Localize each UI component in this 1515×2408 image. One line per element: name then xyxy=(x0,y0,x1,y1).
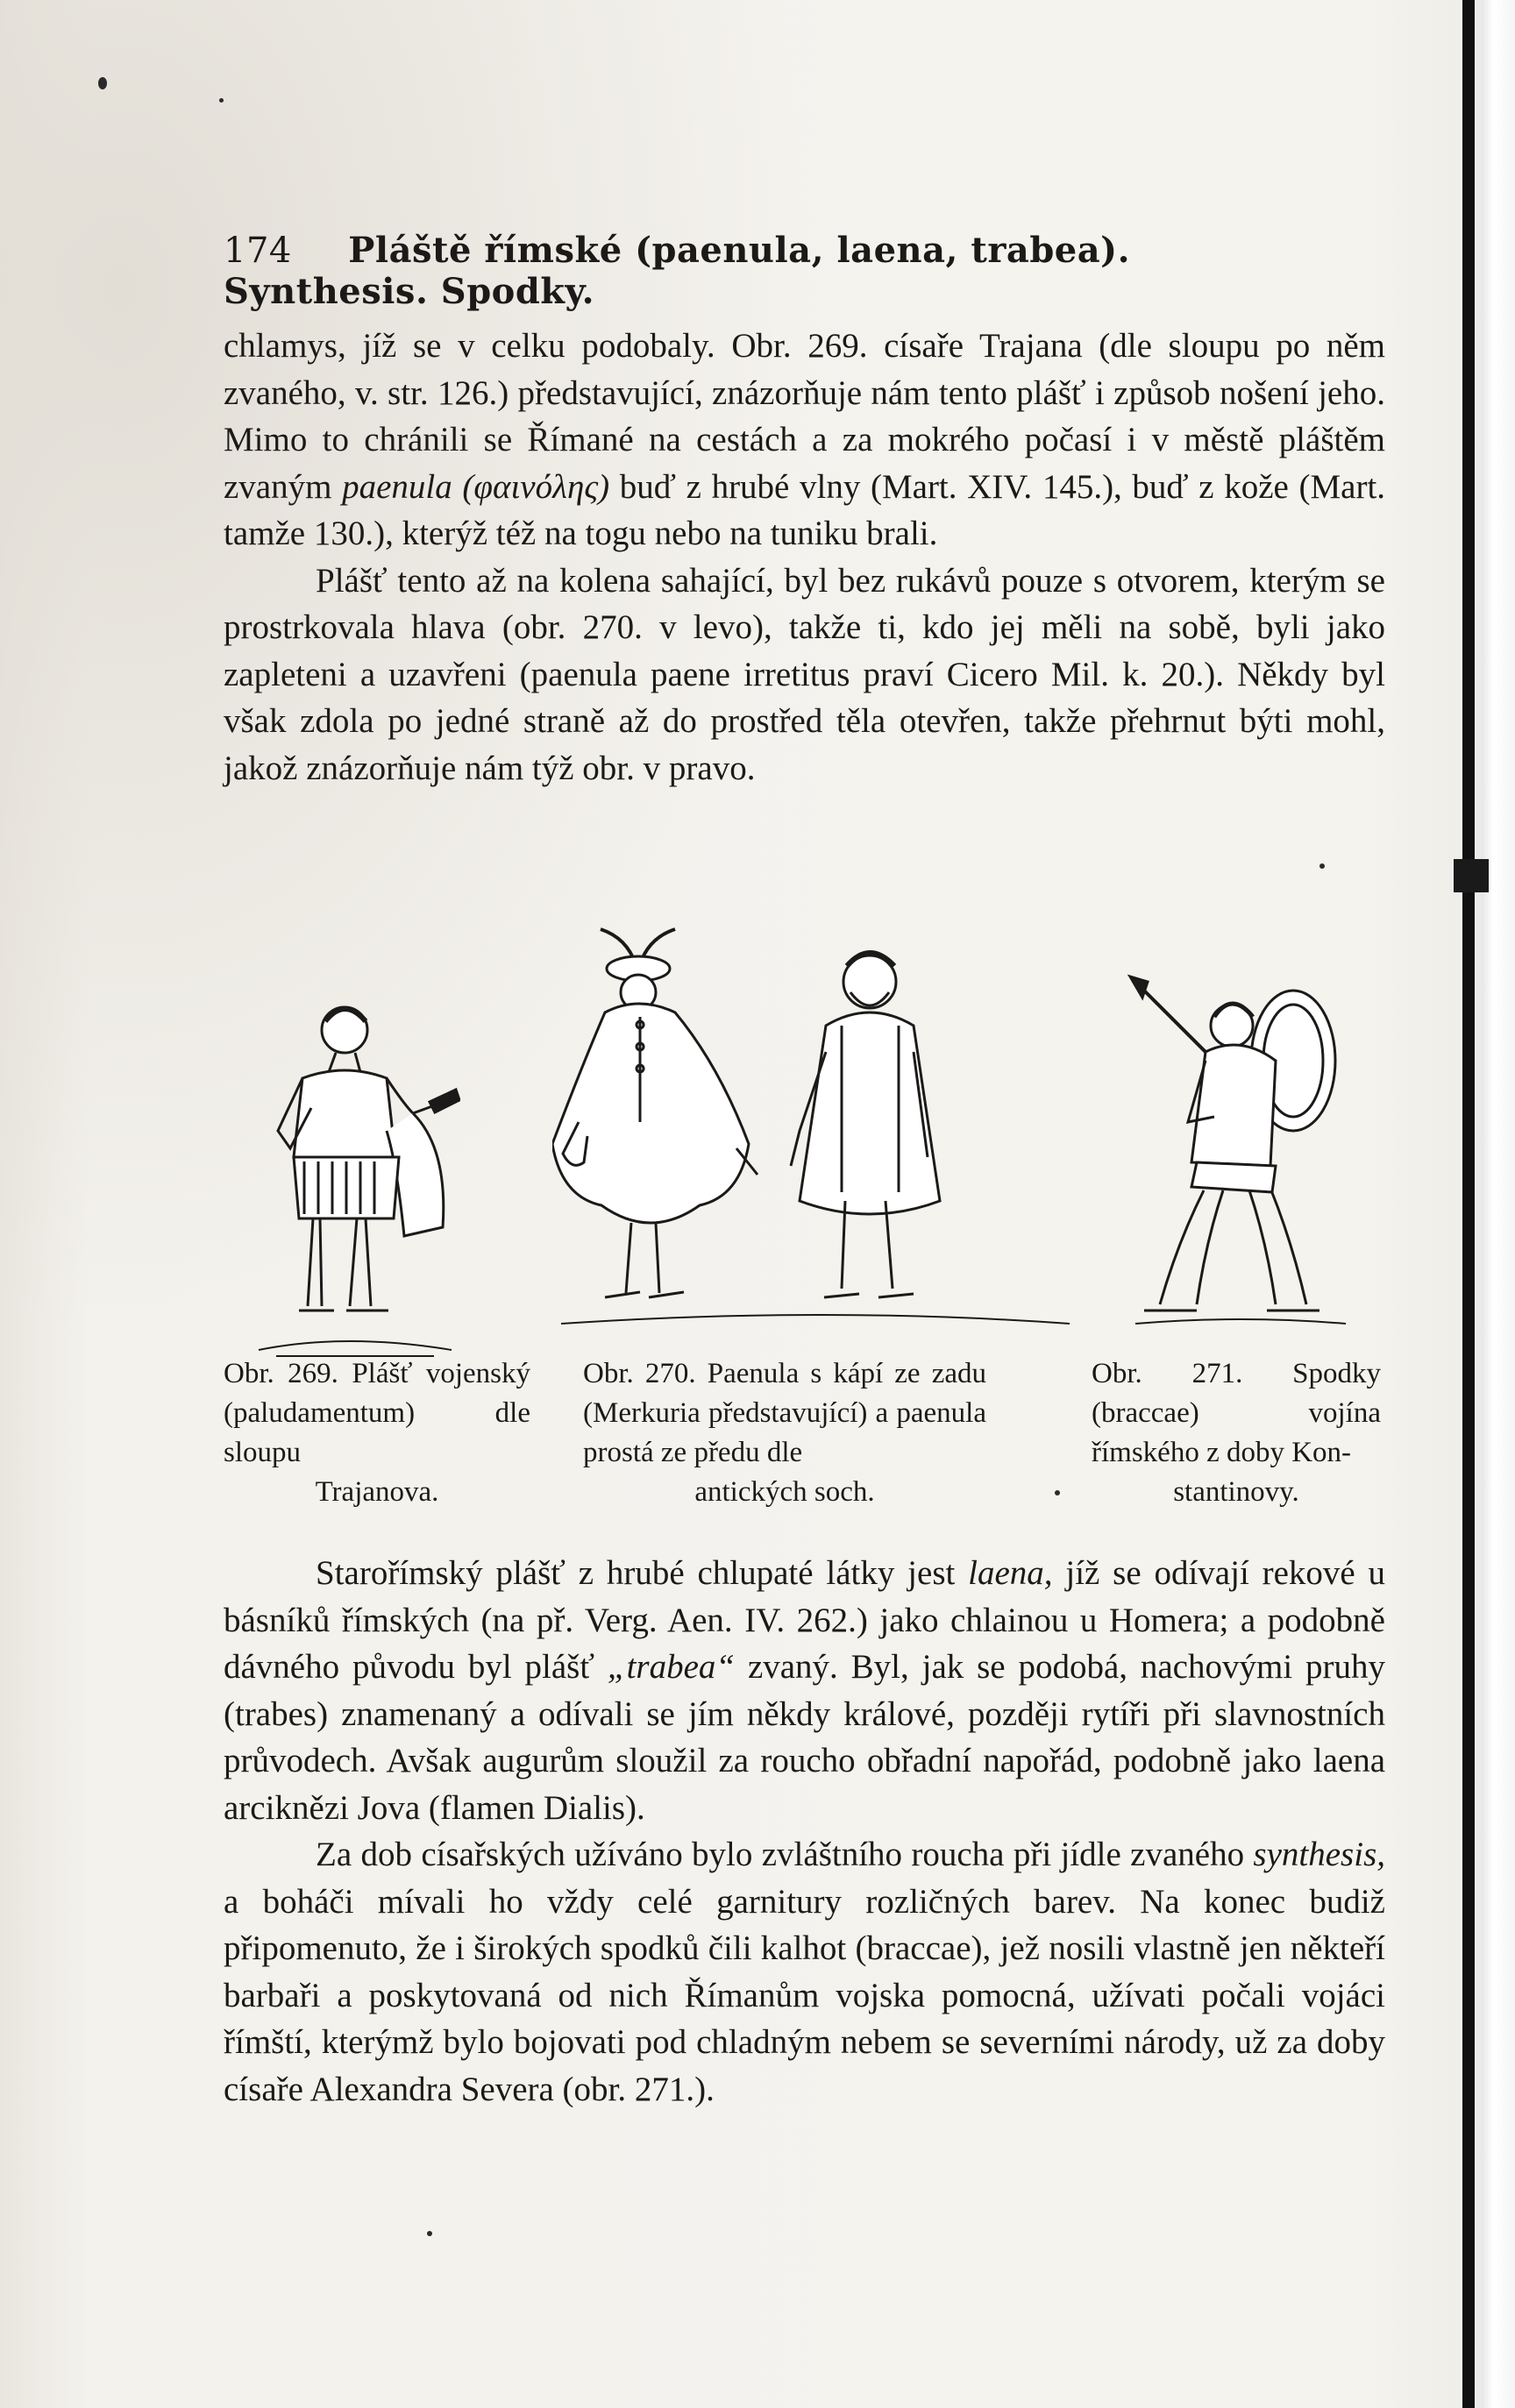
bottom-text xyxy=(224,1550,1385,2113)
spine-notch xyxy=(1454,859,1489,892)
figure-270-paenula-illustration xyxy=(552,912,1078,1341)
term-laena: laena, xyxy=(968,1554,1053,1592)
spine-shadow-line xyxy=(1462,0,1475,2408)
caption-271: Obr. 271. Spodky (braccae) vojína římského z doby Kon- stantinovy. xyxy=(1092,1358,1381,1508)
paragraph-synthesis: Za dob císařských užíváno bylo zvláštního roucha při jídle zvaného synthesis, a boháči mívali ho vždy celé garnitury rozličných barev. Na konec budiž připomenuto, že i širokých spodků čili kalhot (braccae), jež nosili vlastně jen někteří barbaři a poskytovaná od nich Římanům vojska pomocná, užívati počali vojáci římští, kterýmž bylo bojovati pod chladným nebem se severními národy, už za doby císaře Alexandra Severa (obr. 271.). xyxy=(224,1836,1385,2108)
figures-row xyxy=(224,912,1385,1324)
paragraph-cloak: Plášť tento až na kolena sahající, byl bez rukávů pouze s otvorem, kterým se prostrkovala hlava (obr. 270. v levo), takže ti, kdo jej měli na sobě, byli jako zapleteni a uzavřeni (paenula paene irretitus praví Cicero Mil. k. 20.). Někdy byl však zdola po jedné straně až do prostřed těla otevřen, takže přehrnut býti mohl, jakož znázorňuje nám týž obr. v pravo. xyxy=(224,561,1385,787)
scan-speck xyxy=(219,98,224,103)
running-title: Pláště římské (paenula, laena, trabea). Synthesis. Spodky. xyxy=(224,230,1131,312)
term-trabea: „trabea“ xyxy=(607,1648,736,1686)
term-paenula: paenula xyxy=(342,467,452,506)
caption-269: Obr. 269. Plášť vojenský (paludamentum) dle sloupu Trajanova. xyxy=(224,1358,530,1508)
figure-271-braccae-soldier-illustration xyxy=(1100,964,1381,1350)
caption-270: Obr. 270. Paenula s kápí ze zadu (Merkuria představující) a paenula prostá ze předu dle antických soch. xyxy=(583,1358,986,1508)
scan-speck xyxy=(98,77,107,89)
scan-speck xyxy=(1319,863,1325,869)
page-number: 174 xyxy=(224,231,292,271)
term-greek: (φαινόλης) xyxy=(462,467,610,506)
figure-captions xyxy=(224,1354,1385,1512)
term-synthesis: synthesis, xyxy=(1253,1836,1385,1873)
running-header xyxy=(224,230,1276,312)
scan-speck xyxy=(427,2231,432,2236)
figure-269-soldier-illustration xyxy=(241,995,460,1372)
paragraph-laena-trabea: Starořímský plášť z hrubé chlupaté látky jest laena, jíž se odívají rekové u básníků římských (na př. Verg. Aen. IV. 262.) jako chlainou u Homera; a podobně dávného původu byl plášť „trabea“ zvaný. Byl, jak se podobá, nachovými pruhy (trabes) znamenaný a odívali se jím někdy králové, později rytíři při slavnostních průvodech. Avšak augurům sloužil za roucho obřadní napořád, podobně jako laena arciknězi Jova (flamen Dialis). xyxy=(224,1554,1385,1827)
top-text xyxy=(224,323,1385,792)
paragraph-chlamys: chlamys, jíž se v celku podobaly. Obr. 269. císaře Trajana (dle sloupu po něm zvaného, v. str. 126.) představující, znázorňuje nám tento plášť i způsob nošení jeho. Mimo to chránili se Římané na cestách a za mokrého počasí i v městě pláštěm zvaným paenula (φαινόλης) buď z hrubé vlny (Mart. XIV. 145.), buď z kože (Mart. tamže 130.), kterýž též na togu nebo na tuniku brali. xyxy=(224,327,1386,552)
